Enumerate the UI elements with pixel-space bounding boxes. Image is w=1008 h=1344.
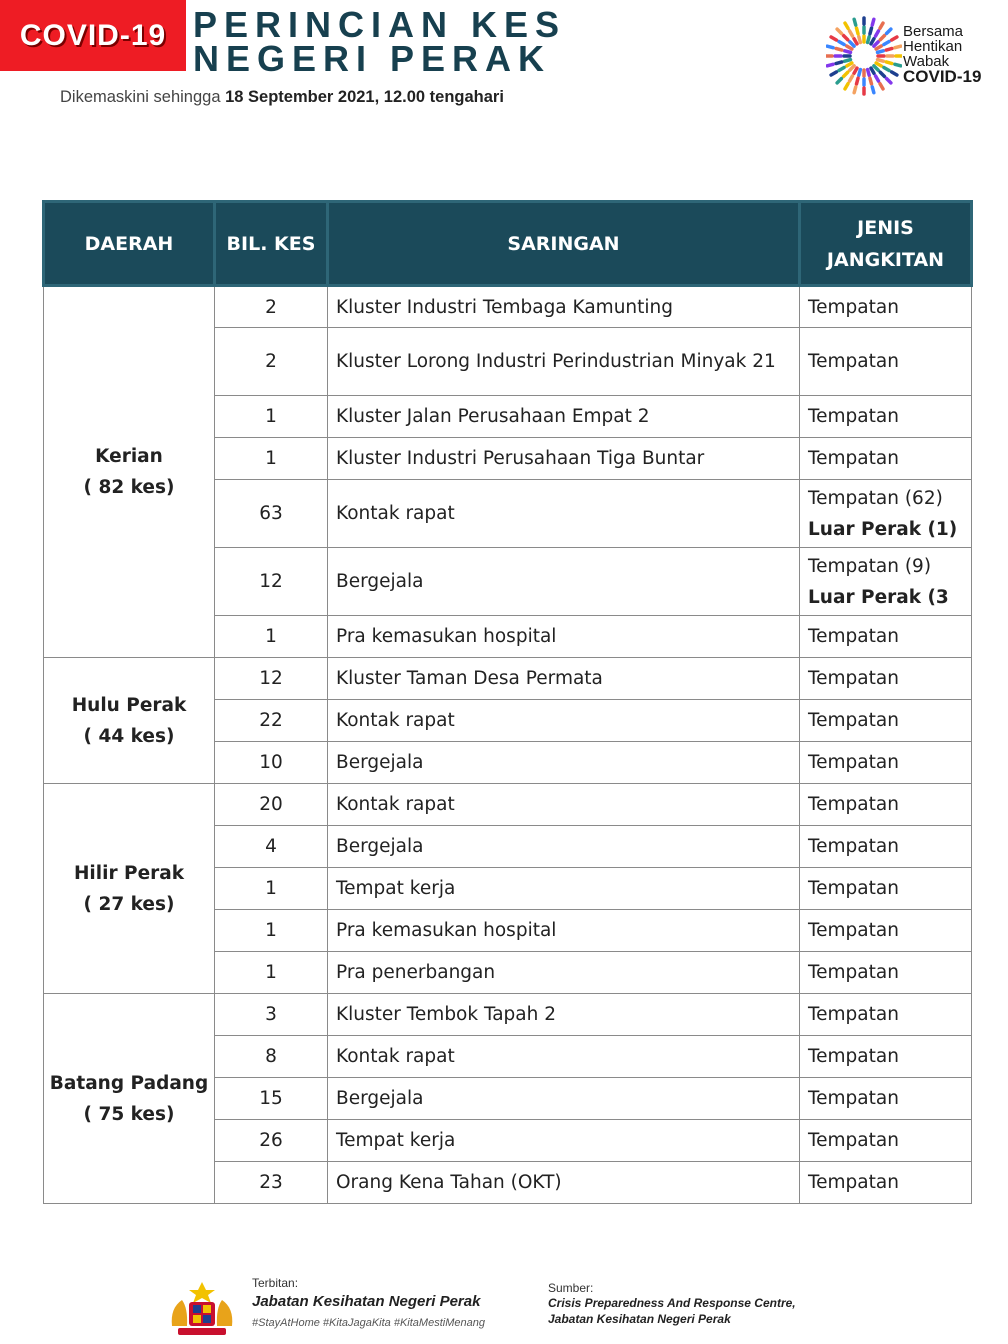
bil-kes-cell: 2 [215, 286, 328, 328]
table-header-row [44, 202, 972, 286]
district-name: Hulu Perak [71, 694, 187, 716]
update-timestamp: Dikemaskini sehingga 18 September 2021, 12.00 tengahari [60, 88, 504, 106]
jenis-jangkitan-cell: Tempatan [800, 396, 972, 438]
saringan-cell: Bergejala [328, 548, 800, 616]
saringan-cell: Kontak rapat [328, 1036, 800, 1078]
bil-kes-cell: 8 [215, 1036, 328, 1078]
saringan-cell: Bergejala [328, 1078, 800, 1120]
bil-kes-cell: 22 [215, 700, 328, 742]
jenis-jangkitan-cell: Tempatan [800, 784, 972, 826]
bil-kes-cell: 26 [215, 1120, 328, 1162]
covid19-badge: COVID-19 [0, 0, 186, 71]
saringan-cell: Pra kemasukan hospital [328, 616, 800, 658]
saringan-cell: Kluster Industri Tembaga Kamunting [328, 286, 800, 328]
bil-kes-cell: 3 [215, 994, 328, 1036]
district-cell [44, 286, 215, 658]
jenis-jangkitan-cell [800, 548, 972, 616]
saringan-cell: Kontak rapat [328, 784, 800, 826]
bil-kes-cell: 1 [215, 438, 328, 480]
header-saringan: SARINGAN [328, 202, 800, 286]
jenis-outside: Luar Perak (3 [808, 586, 949, 608]
jenis-jangkitan-cell: Tempatan [800, 438, 972, 480]
district-cell [44, 784, 215, 994]
bil-kes-cell: 1 [215, 868, 328, 910]
case-breakdown-table [42, 200, 973, 1204]
saringan-cell: Orang Kena Tahan (OKT) [328, 1162, 800, 1204]
publisher-block: Terbitan: Jabatan Kesihatan Negeri Perak #StayAtHome #KitaJagaKita #KitaMestiMenang [252, 1276, 485, 1329]
jenis-jangkitan-cell: Tempatan [800, 952, 972, 994]
header-daerah: DAERAH [44, 202, 215, 286]
jenis-local: Tempatan (62) [808, 487, 943, 509]
saringan-cell: Kluster Jalan Perusahaan Empat 2 [328, 396, 800, 438]
district-case-count: ( 75 kes) [83, 1103, 175, 1125]
bil-kes-cell: 20 [215, 784, 328, 826]
saringan-cell: Kluster Lorong Industri Perindustrian Minyak 21 [328, 328, 800, 396]
district-cell [44, 658, 215, 784]
saringan-cell: Bergejala [328, 742, 800, 784]
title-line-1: PERINCIAN KES [193, 4, 567, 45]
logo-text: Bersama Hentikan Wabak COVID-19 [903, 23, 982, 86]
jenis-jangkitan-cell: Tempatan [800, 868, 972, 910]
bil-kes-cell: 15 [215, 1078, 328, 1120]
saringan-cell: Bergejala [328, 826, 800, 868]
saringan-cell: Kluster Taman Desa Permata [328, 658, 800, 700]
title-line-2: NEGERI PERAK [193, 38, 552, 79]
sunburst-logo-icon [826, 14, 902, 98]
jenis-jangkitan-cell: Tempatan [800, 742, 972, 784]
header-bil-kes: BIL. KES [215, 202, 328, 286]
jenis-jangkitan-cell: Tempatan [800, 616, 972, 658]
jenis-jangkitan-cell: Tempatan [800, 1162, 972, 1204]
jenis-jangkitan-cell: Tempatan [800, 1036, 972, 1078]
district-case-count: ( 82 kes) [83, 477, 175, 498]
jenis-jangkitan-cell [800, 480, 972, 548]
district-cell [44, 994, 215, 1204]
source-block: Sumber: Crisis Preparedness And Response Centre, Jabatan Kesihatan Negeri Perak [548, 1281, 796, 1326]
bil-kes-cell: 12 [215, 658, 328, 700]
jenis-jangkitan-cell: Tempatan [800, 1120, 972, 1162]
hashtags: #StayAtHome #KitaJagaKita #KitaMestiMenang [252, 1317, 485, 1329]
saringan-cell: Kontak rapat [328, 700, 800, 742]
malaysia-coat-of-arms-icon [160, 1278, 244, 1338]
bersama-hentikan-wabak-logo [826, 14, 1002, 104]
jenis-outside: Luar Perak (1) [808, 518, 958, 540]
table-row [44, 784, 972, 826]
header-jenis-jangkitan: JENIS JANGKITAN [800, 202, 972, 286]
saringan-cell: Tempat kerja [328, 1120, 800, 1162]
jenis-jangkitan-cell: Tempatan [800, 658, 972, 700]
saringan-cell: Pra kemasukan hospital [328, 910, 800, 952]
saringan-cell: Kluster Industri Perusahaan Tiga Buntar [328, 438, 800, 480]
publisher-name: Jabatan Kesihatan Negeri Perak [252, 1293, 481, 1310]
saringan-cell: Kontak rapat [328, 480, 800, 548]
bil-kes-cell: 63 [215, 480, 328, 548]
district-case-count: ( 27 kes) [83, 893, 175, 915]
bil-kes-cell: 4 [215, 826, 328, 868]
bil-kes-cell: 1 [215, 910, 328, 952]
bil-kes-cell: 10 [215, 742, 328, 784]
bil-kes-cell: 12 [215, 548, 328, 616]
table-row [44, 286, 972, 328]
district-name: Hilir Perak [73, 862, 185, 884]
saringan-cell: Tempat kerja [328, 868, 800, 910]
jenis-jangkitan-cell: Tempatan [800, 910, 972, 952]
table-row [44, 658, 972, 700]
jenis-jangkitan-cell: Tempatan [800, 826, 972, 868]
bil-kes-cell: 1 [215, 396, 328, 438]
bil-kes-cell: 1 [215, 616, 328, 658]
jenis-jangkitan-cell: Tempatan [800, 286, 972, 328]
jenis-jangkitan-cell: Tempatan [800, 700, 972, 742]
jenis-local: Tempatan (9) [808, 555, 932, 577]
page-title [193, 4, 567, 79]
jenis-jangkitan-cell: Tempatan [800, 1078, 972, 1120]
jenis-jangkitan-cell: Tempatan [800, 328, 972, 396]
bil-kes-cell: 2 [215, 328, 328, 396]
bil-kes-cell: 1 [215, 952, 328, 994]
table-row [44, 994, 972, 1036]
saringan-cell: Kluster Tembok Tapah 2 [328, 994, 800, 1036]
table-body [44, 286, 972, 1204]
bil-kes-cell: 23 [215, 1162, 328, 1204]
saringan-cell: Pra penerbangan [328, 952, 800, 994]
district-name: Batang Padang [49, 1072, 209, 1094]
district-case-count: ( 44 kes) [83, 725, 175, 747]
district-name: Kerian [95, 446, 163, 467]
jenis-jangkitan-cell: Tempatan [800, 994, 972, 1036]
